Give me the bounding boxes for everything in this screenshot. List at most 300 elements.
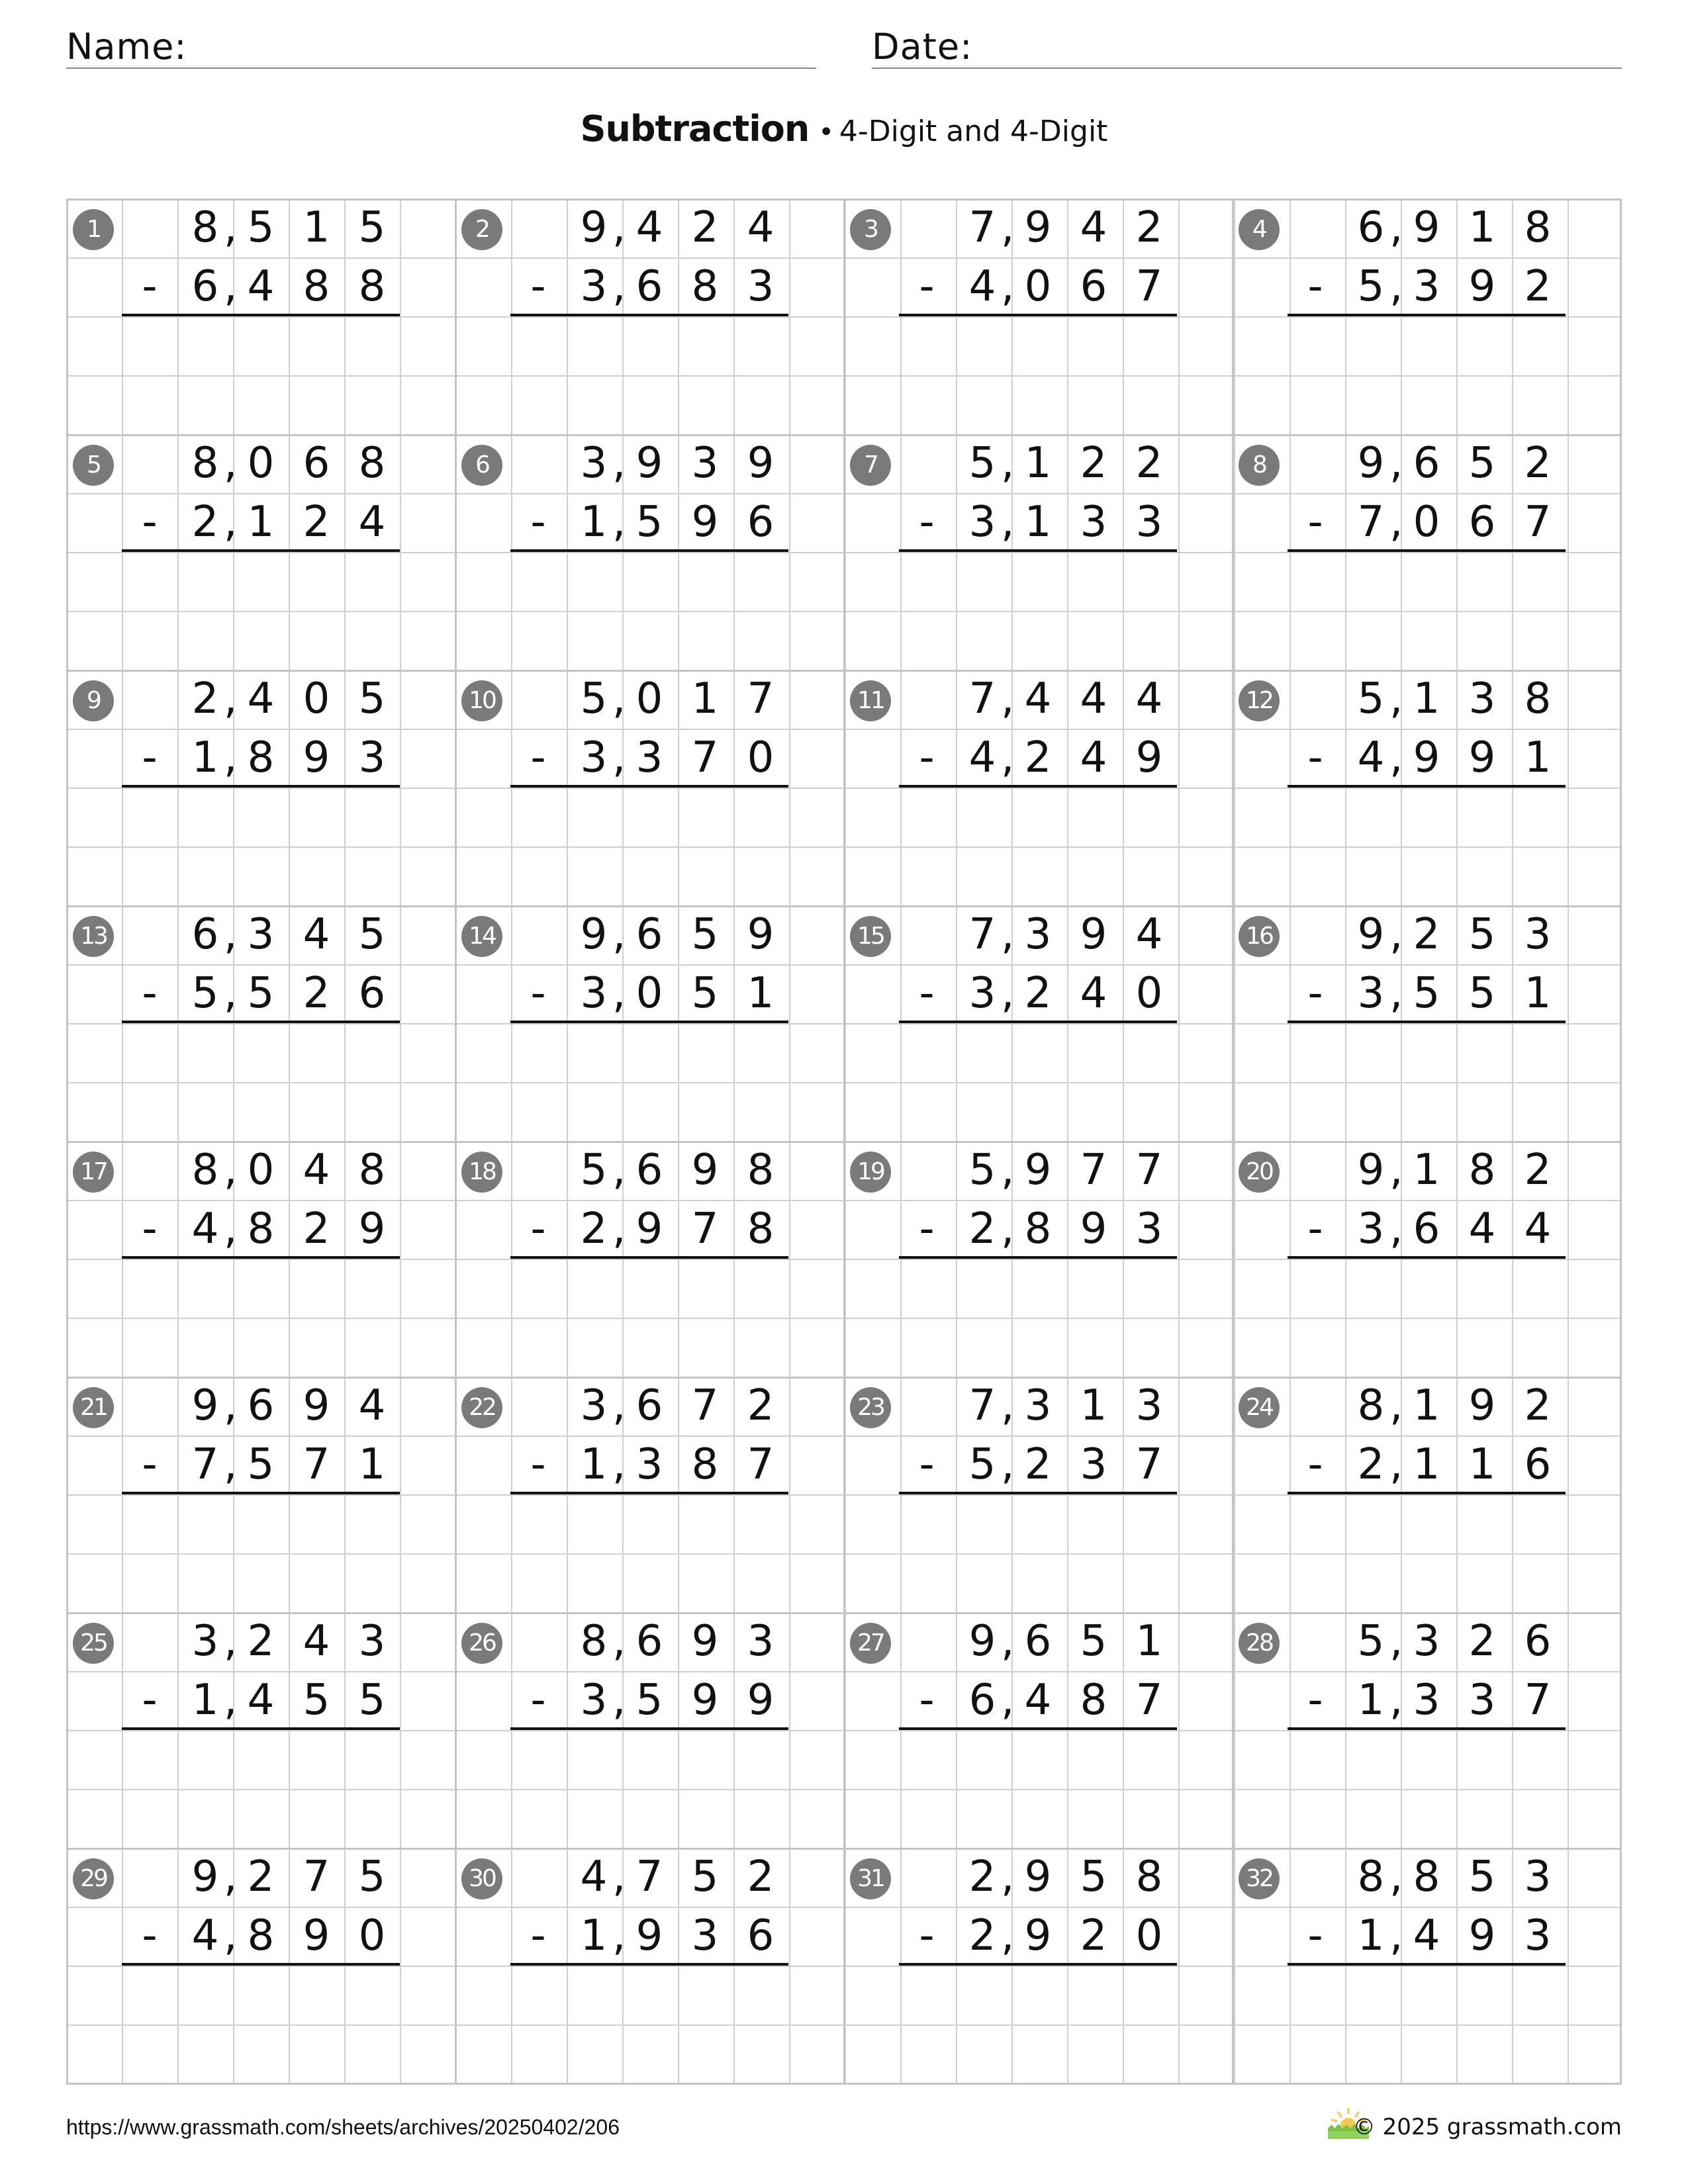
subtrahend-thousands-separator: , <box>612 969 626 1018</box>
subtrahend-thousands-separator: , <box>1389 262 1403 311</box>
minuend-digit: 8 <box>1524 674 1552 723</box>
problem-16 <box>1232 905 1620 1141</box>
minuend-digit: 9 <box>635 439 663 488</box>
minuend-digit: 9 <box>1024 203 1052 252</box>
subtrahend-digit: 8 <box>247 733 275 782</box>
subtrahend-digit: 2 <box>968 1205 996 1253</box>
subtrahend-digit: 0 <box>747 733 774 782</box>
minuend-digit: 6 <box>1413 439 1440 488</box>
subtrahend-thousands-separator: , <box>1001 1911 1015 1960</box>
subtrahend-digit: 8 <box>1080 1676 1107 1725</box>
subtrahend-thousands-separator: , <box>1001 733 1015 782</box>
subtrahend-digit: 1 <box>580 1911 608 1960</box>
subtrahend-digit: 9 <box>1468 262 1496 311</box>
subtrahend-digit: 5 <box>191 969 219 1018</box>
subtrahend-digit: 4 <box>1524 1205 1552 1253</box>
minuend-thousands-separator: , <box>1389 1617 1403 1666</box>
minuend-digit: 4 <box>358 1381 386 1430</box>
minuend-digit: 7 <box>747 674 774 723</box>
subtrahend-digit: 2 <box>1024 969 1052 1018</box>
subtrahend-digit: 6 <box>1080 262 1107 311</box>
subtrahend-digit: 8 <box>691 1440 719 1489</box>
subtrahend-digit: 7 <box>1135 262 1163 311</box>
subtrahend-digit: 0 <box>1135 969 1163 1018</box>
subtrahend-digit: 7 <box>191 1440 219 1489</box>
minus-sign: - <box>1307 1911 1323 1960</box>
subtrahend-digit: 3 <box>1468 1676 1496 1725</box>
problem-number-badge: 13 <box>73 916 114 957</box>
subtrahend-digit: 3 <box>1135 1205 1163 1253</box>
problem-number-badge: 17 <box>73 1152 114 1193</box>
subtrahend-digit: 5 <box>1413 969 1440 1018</box>
minuend-digit: 8 <box>1357 1852 1385 1901</box>
minuend-digit: 5 <box>1080 1852 1107 1901</box>
subtrahend-digit: 1 <box>358 1440 386 1489</box>
minuend-digit: 2 <box>1135 439 1163 488</box>
subtrahend-digit: 3 <box>580 262 608 311</box>
subtrahend-digit: 6 <box>358 969 386 1018</box>
minus-sign: - <box>1307 498 1323 547</box>
minuend-thousands-separator: , <box>1001 439 1015 488</box>
minuend-digit: 4 <box>747 203 774 252</box>
minuend-digit: 9 <box>580 203 608 252</box>
subtrahend-digit: 5 <box>1468 969 1496 1018</box>
minuend-digit: 8 <box>1135 1852 1163 1901</box>
subtrahend-digit: 4 <box>1080 733 1107 782</box>
minuend-digit: 0 <box>635 674 663 723</box>
subtrahend-digit: 7 <box>1135 1676 1163 1725</box>
worksheet-title <box>0 106 1688 161</box>
subtrahend-digit: 5 <box>303 1676 330 1725</box>
minuend-digit: 3 <box>747 1617 774 1666</box>
answer-line <box>899 1492 1177 1494</box>
subtrahend-thousands-separator: , <box>1001 498 1015 547</box>
date-label: Date: <box>872 26 973 68</box>
minuend-digit: 5 <box>968 1146 996 1195</box>
minuend-digit: 6 <box>635 910 663 959</box>
minuend-thousands-separator: , <box>224 203 238 252</box>
minuend-thousands-separator: , <box>612 1852 626 1901</box>
subtrahend-thousands-separator: , <box>1389 969 1403 1018</box>
subtrahend-digit: 7 <box>1135 1440 1163 1489</box>
answer-line <box>1288 1256 1566 1259</box>
answer-line <box>1288 549 1566 552</box>
subtrahend-digit: 6 <box>747 1911 774 1960</box>
problem-number-badge: 24 <box>1239 1387 1280 1428</box>
minuend-digit: 7 <box>968 674 996 723</box>
title-subtitle: 4-Digit and 4-Digit <box>839 114 1108 148</box>
minuend-digit: 1 <box>1413 1381 1440 1430</box>
subtrahend-digit: 3 <box>635 733 663 782</box>
subtrahend-digit: 7 <box>691 1205 719 1253</box>
subtrahend-thousands-separator: , <box>224 969 238 1018</box>
subtrahend-thousands-separator: , <box>1001 969 1015 1018</box>
subtrahend-digit: 9 <box>635 1911 663 1960</box>
problem-1 <box>66 199 455 434</box>
subtrahend-thousands-separator: , <box>1001 262 1015 311</box>
subtrahend-digit: 7 <box>1524 1676 1552 1725</box>
minuend-digit: 3 <box>247 910 275 959</box>
minuend-digit: 5 <box>358 674 386 723</box>
subtrahend-digit: 3 <box>1080 1440 1107 1489</box>
minuend-digit: 0 <box>303 674 330 723</box>
minuend-digit: 4 <box>1135 910 1163 959</box>
problem-number-badge: 9 <box>73 680 114 721</box>
subtrahend-digit: 0 <box>1024 262 1052 311</box>
answer-line <box>1288 785 1566 788</box>
minuend-digit: 1 <box>691 674 719 723</box>
minuend-digit: 8 <box>580 1617 608 1666</box>
answer-line <box>1288 1492 1566 1494</box>
subtrahend-digit: 9 <box>691 498 719 547</box>
minuend-digit: 8 <box>1468 1146 1496 1195</box>
subtrahend-digit: 4 <box>1413 1911 1440 1960</box>
minuend-digit: 9 <box>747 910 774 959</box>
minuend-digit: 3 <box>580 439 608 488</box>
minuend-thousands-separator: , <box>1001 1381 1015 1430</box>
minuend-digit: 6 <box>247 1381 275 1430</box>
minuend-digit: 2 <box>1524 439 1552 488</box>
minuend-thousands-separator: , <box>224 439 238 488</box>
subtrahend-digit: 3 <box>747 262 774 311</box>
minuend-digit: 2 <box>1524 1381 1552 1430</box>
subtrahend-digit: 2 <box>580 1205 608 1253</box>
minuend-digit: 5 <box>691 910 719 959</box>
subtrahend-digit: 6 <box>747 498 774 547</box>
problem-32 <box>1232 1848 1620 2083</box>
subtrahend-digit: 7 <box>691 733 719 782</box>
minuend-thousands-separator: , <box>612 674 626 723</box>
subtrahend-digit: 3 <box>580 969 608 1018</box>
problem-10 <box>455 670 843 905</box>
minuend-digit: 9 <box>1468 1381 1496 1430</box>
problem-number-badge: 29 <box>73 1858 114 1899</box>
minuend-digit: 2 <box>247 1852 275 1901</box>
minuend-digit: 8 <box>1524 203 1552 252</box>
subtrahend-thousands-separator: , <box>612 733 626 782</box>
minuend-digit: 1 <box>1413 1146 1440 1195</box>
subtrahend-digit: 6 <box>191 262 219 311</box>
minuend-digit: 4 <box>303 910 330 959</box>
problem-number-badge: 14 <box>461 916 502 957</box>
minuend-thousands-separator: , <box>1389 1381 1403 1430</box>
subtrahend-digit: 8 <box>747 1205 774 1253</box>
minuend-digit: 9 <box>691 1617 719 1666</box>
minuend-thousands-separator: , <box>1001 674 1015 723</box>
minuend-digit: 8 <box>191 439 219 488</box>
subtrahend-digit: 2 <box>1357 1440 1385 1489</box>
subtrahend-digit: 3 <box>580 733 608 782</box>
subtrahend-digit: 2 <box>1024 1440 1052 1489</box>
minus-sign: - <box>919 498 935 547</box>
subtrahend-digit: 3 <box>691 1911 719 1960</box>
problem-number-badge: 19 <box>850 1152 891 1193</box>
subtrahend-digit: 4 <box>191 1205 219 1253</box>
problem-number-badge: 26 <box>461 1623 502 1664</box>
subtrahend-thousands-separator: , <box>224 1440 238 1489</box>
minuend-digit: 4 <box>247 674 275 723</box>
minuend-digit: 2 <box>191 674 219 723</box>
minuend-digit: 3 <box>1413 1617 1440 1666</box>
minuend-thousands-separator: , <box>1389 910 1403 959</box>
minuend-digit: 3 <box>191 1617 219 1666</box>
minuend-digit: 6 <box>635 1381 663 1430</box>
minus-sign: - <box>530 733 546 782</box>
subtrahend-digit: 1 <box>247 498 275 547</box>
minuend-digit: 7 <box>303 1852 330 1901</box>
minuend-digit: 7 <box>968 1381 996 1430</box>
subtrahend-thousands-separator: , <box>224 1676 238 1725</box>
subtrahend-digit: 2 <box>968 1911 996 1960</box>
subtrahend-thousands-separator: , <box>1389 733 1403 782</box>
subtrahend-digit: 1 <box>1357 1676 1385 1725</box>
answer-line <box>122 1256 400 1259</box>
problem-grid <box>66 199 1622 2085</box>
minus-sign: - <box>142 498 158 547</box>
subtrahend-digit: 3 <box>1080 498 1107 547</box>
minuend-digit: 5 <box>1080 1617 1107 1666</box>
minuend-digit: 7 <box>1135 1146 1163 1195</box>
subtrahend-digit: 9 <box>1413 733 1440 782</box>
minus-sign: - <box>530 969 546 1018</box>
minuend-digit: 2 <box>747 1381 774 1430</box>
subtrahend-digit: 3 <box>968 969 996 1018</box>
minuend-digit: 9 <box>747 439 774 488</box>
subtrahend-digit: 0 <box>358 1911 386 1960</box>
problem-number-badge: 11 <box>850 680 891 721</box>
subtrahend-digit: 9 <box>635 1205 663 1253</box>
minuend-digit: 1 <box>303 203 330 252</box>
subtrahend-digit: 6 <box>635 262 663 311</box>
problem-number-badge: 6 <box>461 445 502 486</box>
minuend-digit: 9 <box>1357 910 1385 959</box>
minuend-thousands-separator: , <box>1001 910 1015 959</box>
minuend-digit: 8 <box>1413 1852 1440 1901</box>
subtrahend-digit: 2 <box>1024 733 1052 782</box>
problem-5 <box>66 434 455 670</box>
problem-number-badge: 4 <box>1239 209 1280 250</box>
minus-sign: - <box>919 1676 935 1725</box>
subtrahend-digit: 5 <box>691 969 719 1018</box>
problem-number-badge: 18 <box>461 1152 502 1193</box>
minuend-digit: 4 <box>635 203 663 252</box>
subtrahend-thousands-separator: , <box>1001 1676 1015 1725</box>
problem-30 <box>455 1848 843 2083</box>
subtrahend-digit: 4 <box>247 1676 275 1725</box>
problem-number-badge: 8 <box>1239 445 1280 486</box>
subtrahend-digit: 5 <box>247 969 275 1018</box>
minuend-thousands-separator: , <box>1001 203 1015 252</box>
minuend-digit: 9 <box>1357 439 1385 488</box>
answer-line <box>122 1021 400 1023</box>
minuend-digit: 5 <box>1468 1852 1496 1901</box>
minuend-digit: 5 <box>358 1852 386 1901</box>
minuend-digit: 2 <box>1413 910 1440 959</box>
minus-sign: - <box>919 262 935 311</box>
minus-sign: - <box>142 1440 158 1489</box>
subtrahend-digit: 4 <box>968 733 996 782</box>
problem-number-badge: 10 <box>461 680 502 721</box>
title-bullet: • <box>818 117 834 148</box>
problem-17 <box>66 1141 455 1377</box>
subtrahend-digit: 2 <box>303 969 330 1018</box>
minuend-digit: 5 <box>1468 439 1496 488</box>
minuend-digit: 4 <box>580 1852 608 1901</box>
subtrahend-thousands-separator: , <box>224 262 238 311</box>
subtrahend-digit: 8 <box>358 262 386 311</box>
problem-number-badge: 31 <box>850 1858 891 1899</box>
minus-sign: - <box>530 262 546 311</box>
minuend-digit: 9 <box>1024 1852 1052 1901</box>
minus-sign: - <box>142 969 158 1018</box>
subtrahend-digit: 2 <box>1524 262 1552 311</box>
minuend-thousands-separator: , <box>612 439 626 488</box>
answer-line <box>122 1727 400 1730</box>
answer-line <box>122 549 400 552</box>
minuend-digit: 4 <box>303 1617 330 1666</box>
problem-number-badge: 20 <box>1239 1152 1280 1193</box>
minuend-digit: 1 <box>1468 203 1496 252</box>
subtrahend-digit: 8 <box>303 262 330 311</box>
problem-25 <box>66 1612 455 1848</box>
subtrahend-digit: 9 <box>1024 1911 1052 1960</box>
minuend-digit: 6 <box>1524 1617 1552 1666</box>
minuend-thousands-separator: , <box>1389 439 1403 488</box>
minuend-digit: 2 <box>747 1852 774 1901</box>
minus-sign: - <box>919 1205 935 1253</box>
minuend-digit: 5 <box>1357 674 1385 723</box>
minuend-thousands-separator: , <box>612 203 626 252</box>
subtrahend-thousands-separator: , <box>612 1205 626 1253</box>
minus-sign: - <box>142 733 158 782</box>
minus-sign: - <box>142 1911 158 1960</box>
subtrahend-digit: 1 <box>191 1676 219 1725</box>
subtrahend-digit: 8 <box>1024 1205 1052 1253</box>
minuend-thousands-separator: , <box>224 910 238 959</box>
minuend-digit: 9 <box>691 1146 719 1195</box>
minuend-thousands-separator: , <box>612 1146 626 1195</box>
minuend-digit: 7 <box>968 910 996 959</box>
subtrahend-thousands-separator: , <box>612 1440 626 1489</box>
minuend-digit: 9 <box>968 1617 996 1666</box>
subtrahend-digit: 3 <box>1413 262 1440 311</box>
subtrahend-digit: 7 <box>747 1440 774 1489</box>
subtrahend-digit: 8 <box>691 262 719 311</box>
subtrahend-digit: 1 <box>1024 498 1052 547</box>
minuend-digit: 5 <box>247 203 275 252</box>
answer-line <box>1288 1963 1566 1966</box>
subtrahend-digit: 1 <box>191 733 219 782</box>
minuend-digit: 2 <box>1468 1617 1496 1666</box>
subtrahend-digit: 8 <box>247 1205 275 1253</box>
minuend-digit: 3 <box>358 1617 386 1666</box>
minuend-digit: 8 <box>1357 1381 1385 1430</box>
problem-number-badge: 3 <box>850 209 891 250</box>
minuend-digit: 9 <box>1080 910 1107 959</box>
answer-line <box>510 1021 788 1023</box>
footer-url: https://www.grassmath.com/sheets/archives/20250402/206 <box>66 2115 620 2139</box>
subtrahend-digit: 5 <box>358 1676 386 1725</box>
minuend-digit: 4 <box>1024 674 1052 723</box>
minuend-digit: 9 <box>191 1381 219 1430</box>
problem-27 <box>843 1612 1232 1848</box>
subtrahend-thousands-separator: , <box>224 498 238 547</box>
date-field-line[interactable] <box>872 68 1622 69</box>
subtrahend-digit: 6 <box>968 1676 996 1725</box>
minuend-thousands-separator: , <box>1389 674 1403 723</box>
subtrahend-digit: 5 <box>247 1440 275 1489</box>
minuend-digit: 1 <box>1080 1381 1107 1430</box>
answer-line <box>899 785 1177 788</box>
problem-18 <box>455 1141 843 1377</box>
footer-copyright: © 2025 grassmath.com <box>1352 2114 1622 2140</box>
problem-number-badge: 2 <box>461 209 502 250</box>
problem-14 <box>455 905 843 1141</box>
subtrahend-digit: 3 <box>1413 1676 1440 1725</box>
minuend-thousands-separator: , <box>612 1381 626 1430</box>
minuend-digit: 7 <box>635 1852 663 1901</box>
subtrahend-digit: 3 <box>358 733 386 782</box>
minuend-digit: 7 <box>691 1381 719 1430</box>
minus-sign: - <box>1307 1440 1323 1489</box>
answer-line <box>122 1492 400 1494</box>
problem-8 <box>1232 434 1620 670</box>
subtrahend-digit: 3 <box>635 1440 663 1489</box>
problem-22 <box>455 1377 843 1612</box>
minuend-thousands-separator: , <box>224 674 238 723</box>
subtrahend-digit: 5 <box>635 498 663 547</box>
minuend-digit: 8 <box>191 1146 219 1195</box>
subtrahend-thousands-separator: , <box>612 1911 626 1960</box>
problem-7 <box>843 434 1232 670</box>
minus-sign: - <box>1307 262 1323 311</box>
problem-2 <box>455 199 843 434</box>
minus-sign: - <box>530 498 546 547</box>
name-field-line[interactable] <box>66 68 816 69</box>
subtrahend-thousands-separator: , <box>1389 1676 1403 1725</box>
minuend-thousands-separator: , <box>1001 1852 1015 1901</box>
minuend-digit: 2 <box>247 1617 275 1666</box>
minus-sign: - <box>1307 1205 1323 1253</box>
subtrahend-digit: 9 <box>747 1676 774 1725</box>
minus-sign: - <box>142 262 158 311</box>
minuend-digit: 1 <box>1024 439 1052 488</box>
subtrahend-digit: 4 <box>191 1911 219 1960</box>
answer-line <box>510 314 788 316</box>
subtrahend-digit: 4 <box>1080 969 1107 1018</box>
problem-19 <box>843 1141 1232 1377</box>
minuend-digit: 5 <box>968 439 996 488</box>
subtrahend-digit: 2 <box>191 498 219 547</box>
minuend-digit: 8 <box>358 1146 386 1195</box>
minuend-digit: 3 <box>1524 1852 1552 1901</box>
minuend-digit: 2 <box>1080 439 1107 488</box>
subtrahend-digit: 1 <box>580 498 608 547</box>
problem-23 <box>843 1377 1232 1612</box>
answer-line <box>1288 1727 1566 1730</box>
subtrahend-thousands-separator: , <box>1389 1205 1403 1253</box>
subtrahend-digit: 1 <box>747 969 774 1018</box>
answer-line <box>899 549 1177 552</box>
subtrahend-thousands-separator: , <box>224 1205 238 1253</box>
minuend-digit: 6 <box>635 1146 663 1195</box>
problem-6 <box>455 434 843 670</box>
minuend-digit: 3 <box>691 439 719 488</box>
answer-line <box>899 1021 1177 1023</box>
minuend-digit: 8 <box>191 203 219 252</box>
problem-number-badge: 22 <box>461 1387 502 1428</box>
subtrahend-digit: 3 <box>968 498 996 547</box>
